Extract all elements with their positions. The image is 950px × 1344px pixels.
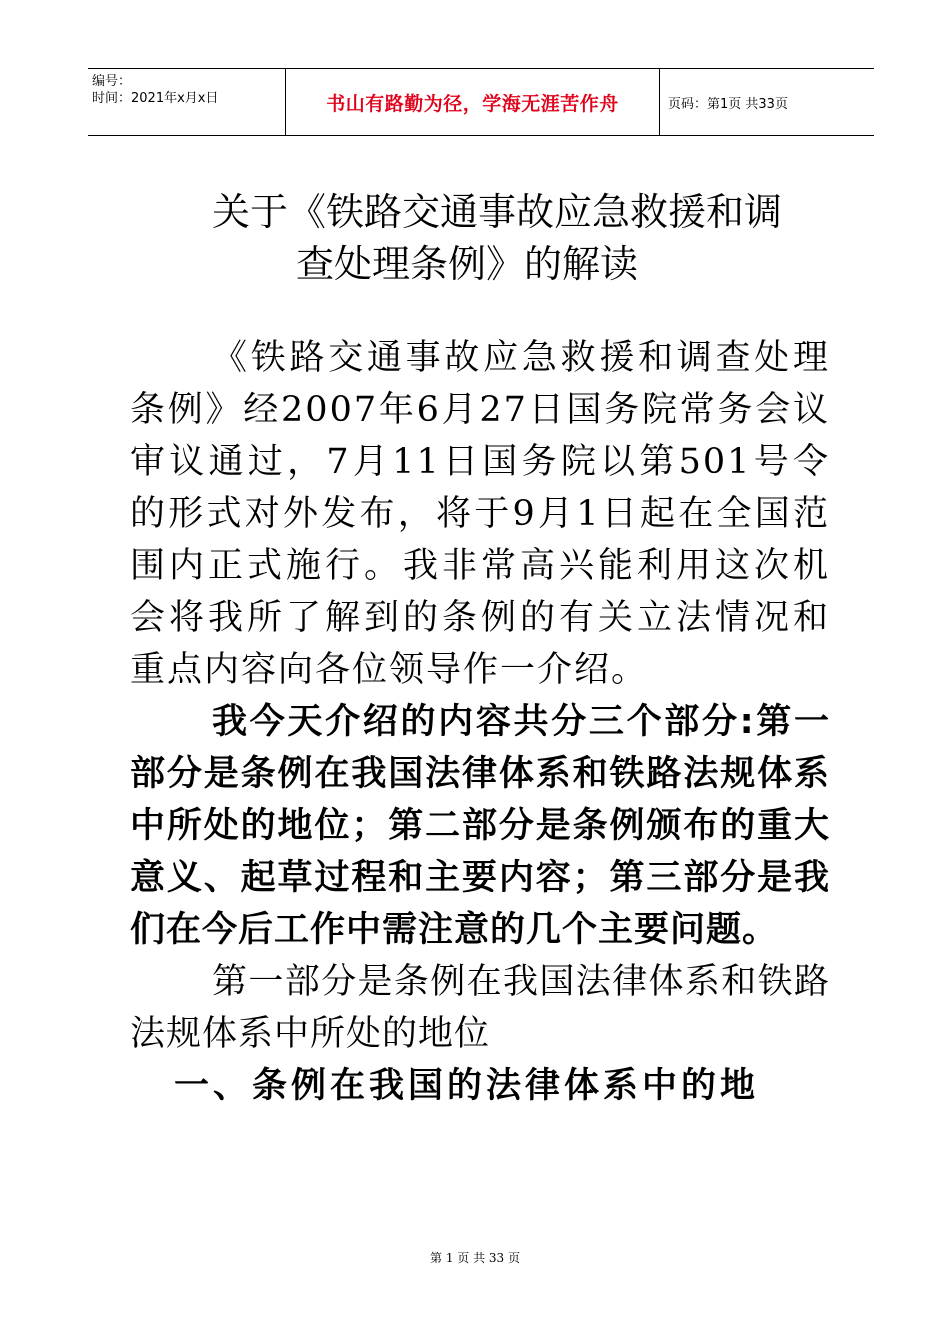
section-heading: 第一部分是条例在我国法律体系和铁路法规体系中所处的地位: [130, 962, 830, 1054]
subsection-heading: 一、条例在我国的法律体系中的地: [174, 1066, 760, 1106]
header-motto-cell: [286, 69, 660, 135]
title-line-2: 查处理条例》的解读: [296, 242, 639, 286]
time-label: 时间：2021年x月x日: [92, 91, 219, 106]
title-line-1: 关于《铁路交通事故应急救援和调: [212, 190, 783, 234]
number-label: 编号：: [92, 74, 132, 89]
page-footer: 第 1 页 共 33 页: [430, 1251, 520, 1265]
document-body: [130, 332, 830, 1112]
outline-paragraph: 我今天介绍的内容共分三个部分:第一部分是条例在我国法律体系和铁路法规体系中所处的地位；第二部分是条例颁布的重大意义、起草过程和主要内容；第三部分是我们在今后工作中需注意的几个主要问题。: [130, 702, 830, 950]
header-page-cell: [660, 69, 874, 135]
intro-paragraph: 《铁路交通事故应急救援和调查处理条例》经2007年6月27日国务院常务会议审议通过，7月11日国务院以第501号令的形式对外发布，将于9月1日起在全国范围内正式施行。我非常高兴能利用这次机会将我所了解到的条例的有关立法情况和重点内容向各位领导作一介绍。: [130, 338, 830, 690]
motto-text: 书山有路勤为径，学海无涯苦作舟: [326, 92, 619, 115]
page-info: 页码：第1页 共33页: [668, 96, 788, 112]
header-meta-cell: [88, 69, 286, 135]
page-header: [88, 68, 874, 136]
document-title: [130, 186, 850, 290]
